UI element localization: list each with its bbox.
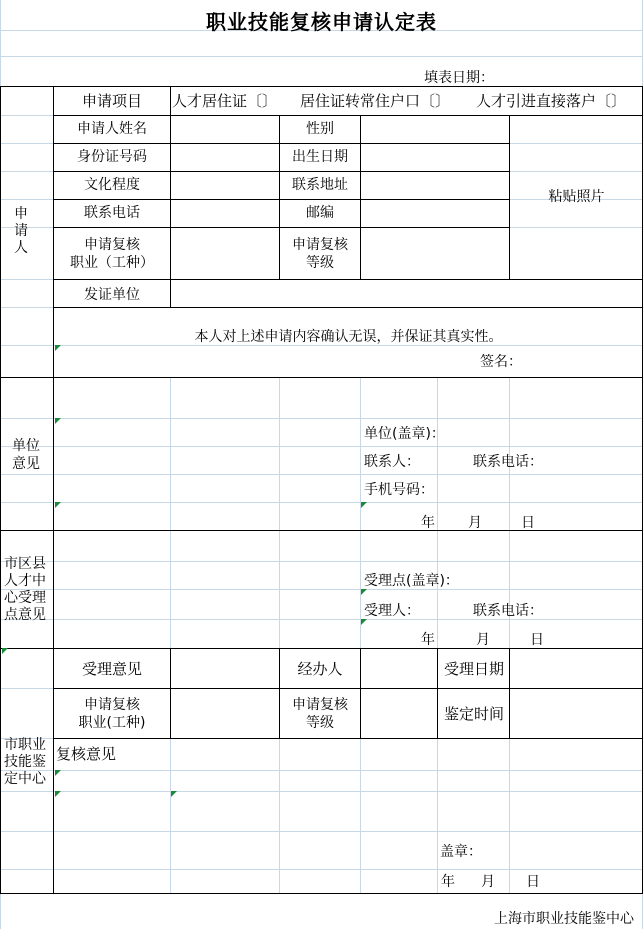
district-contact-phone-label: 联系电话： (473, 603, 543, 619)
district-date-year: 年 (421, 632, 435, 648)
birth-label: 出生日期 (292, 149, 348, 165)
border-line (170, 86, 171, 307)
cell-marker (2, 648, 8, 654)
grid-line (279, 377, 280, 893)
grid-line (0, 831, 643, 832)
grid-line (0, 418, 643, 419)
grid-line (437, 377, 438, 893)
grid-line (170, 377, 171, 893)
project-label: 申请项目 (81, 92, 142, 110)
unit-mobile-label: 手机号码： (364, 482, 434, 498)
border-line (0, 86, 1, 893)
cell-marker (55, 502, 61, 508)
cell-marker (55, 418, 61, 424)
cell-marker (55, 345, 61, 351)
cell-marker (361, 589, 367, 595)
option-talent-settlement[interactable]: 人才引进直接落户〔〕 (476, 92, 627, 110)
grid-line (0, 770, 643, 771)
border-line (53, 199, 510, 200)
center-date-day: 日 (526, 874, 540, 890)
center-appraisal-time-label: 鉴定时间 (443, 705, 504, 723)
section-district: 市区县 人才中 心受理 点意见 (4, 556, 46, 623)
grid-line (0, 869, 643, 870)
photo-label: 粘贴照片 (548, 189, 605, 205)
border-line (0, 86, 643, 87)
border-line (360, 648, 361, 738)
unit-seal-label: 单位(盖章)： (364, 426, 445, 442)
cell-marker (55, 791, 61, 797)
grid-line (0, 791, 643, 792)
cell-marker (361, 619, 367, 625)
form-title: 职业技能复核申请认定表 (206, 10, 437, 34)
unit-contact-label: 联系人： (364, 454, 420, 470)
unit-date-day: 日 (521, 515, 535, 531)
fill-date-label: 填表日期： (424, 70, 494, 86)
option-residence-permit[interactable]: 人才居住证〔〕 (172, 92, 278, 110)
option-permanent-residence[interactable]: 居住证转常住户口〔〕 (300, 92, 451, 110)
border-line (0, 648, 643, 649)
center-seal-label: 盖章： (440, 844, 482, 860)
center-accept-date-label: 受理日期 (443, 660, 504, 678)
education-label: 文化程度 (84, 177, 140, 193)
address-label: 联系地址 (292, 177, 348, 193)
district-receiver-label: 受理人： (364, 603, 420, 619)
center-level-label: 申请复核 等级 (292, 697, 348, 731)
grid-line (0, 589, 643, 590)
grid-line (0, 561, 643, 562)
occupation-label: 申请复核 职业（工种） (70, 237, 154, 271)
gender-label: 性别 (306, 121, 334, 137)
grid-line (0, 502, 643, 503)
grid-line (360, 377, 361, 893)
district-date-day: 日 (530, 632, 544, 648)
postcode-label: 邮编 (306, 205, 334, 221)
signature-label: 签名： (480, 354, 522, 370)
unit-date-month: 月 (468, 515, 482, 531)
cell-marker (361, 502, 367, 508)
unit-contact-phone-label: 联系电话： (473, 454, 543, 470)
unit-date-year: 年 (421, 515, 435, 531)
center-occupation-label: 申请复核 职业(工种) (78, 697, 146, 731)
border-line (53, 227, 510, 228)
border-line (53, 143, 510, 144)
center-date-year: 年 (441, 874, 455, 890)
grid-line (0, 619, 643, 620)
border-line (53, 115, 643, 116)
section-unit: 单位 意见 (12, 438, 40, 472)
grid-line (0, 446, 643, 447)
border-line (0, 530, 643, 531)
section-applicant: 申 请 人 (14, 206, 28, 256)
border-line (53, 307, 643, 308)
declaration-text: 本人对上述申请内容确认无误，并保证其真实性。 (194, 329, 503, 345)
border-line (53, 171, 510, 172)
grid-line (0, 474, 643, 475)
grid-line (0, 345, 643, 346)
footer-org: 上海市职业技能鉴中心 (494, 911, 634, 927)
section-center: 市职业 技能鉴 定中心 (4, 737, 46, 787)
center-opinion-label: 受理意见 (81, 660, 142, 678)
center-handler-label: 经办人 (297, 660, 343, 678)
border-line (53, 279, 643, 280)
border-line (0, 893, 643, 894)
center-date-month: 月 (481, 874, 495, 890)
border-line (170, 648, 171, 738)
grid-line (0, 56, 643, 57)
border-line (53, 688, 643, 689)
name-label: 申请人姓名 (77, 121, 147, 137)
border-line (0, 377, 643, 378)
center-review-label: 复核意见 (56, 745, 117, 763)
border-line (53, 738, 643, 739)
phone-label: 联系电话 (84, 205, 140, 221)
district-seal-label: 受理点(盖章)： (364, 573, 459, 589)
district-date-month: 月 (476, 632, 490, 648)
id-label: 身份证号码 (77, 149, 147, 165)
issuer-label: 发证单位 (84, 287, 140, 303)
cell-marker (55, 770, 61, 776)
level-label: 申请复核 等级 (292, 237, 348, 271)
border-line (360, 115, 361, 279)
cell-marker (171, 791, 177, 797)
